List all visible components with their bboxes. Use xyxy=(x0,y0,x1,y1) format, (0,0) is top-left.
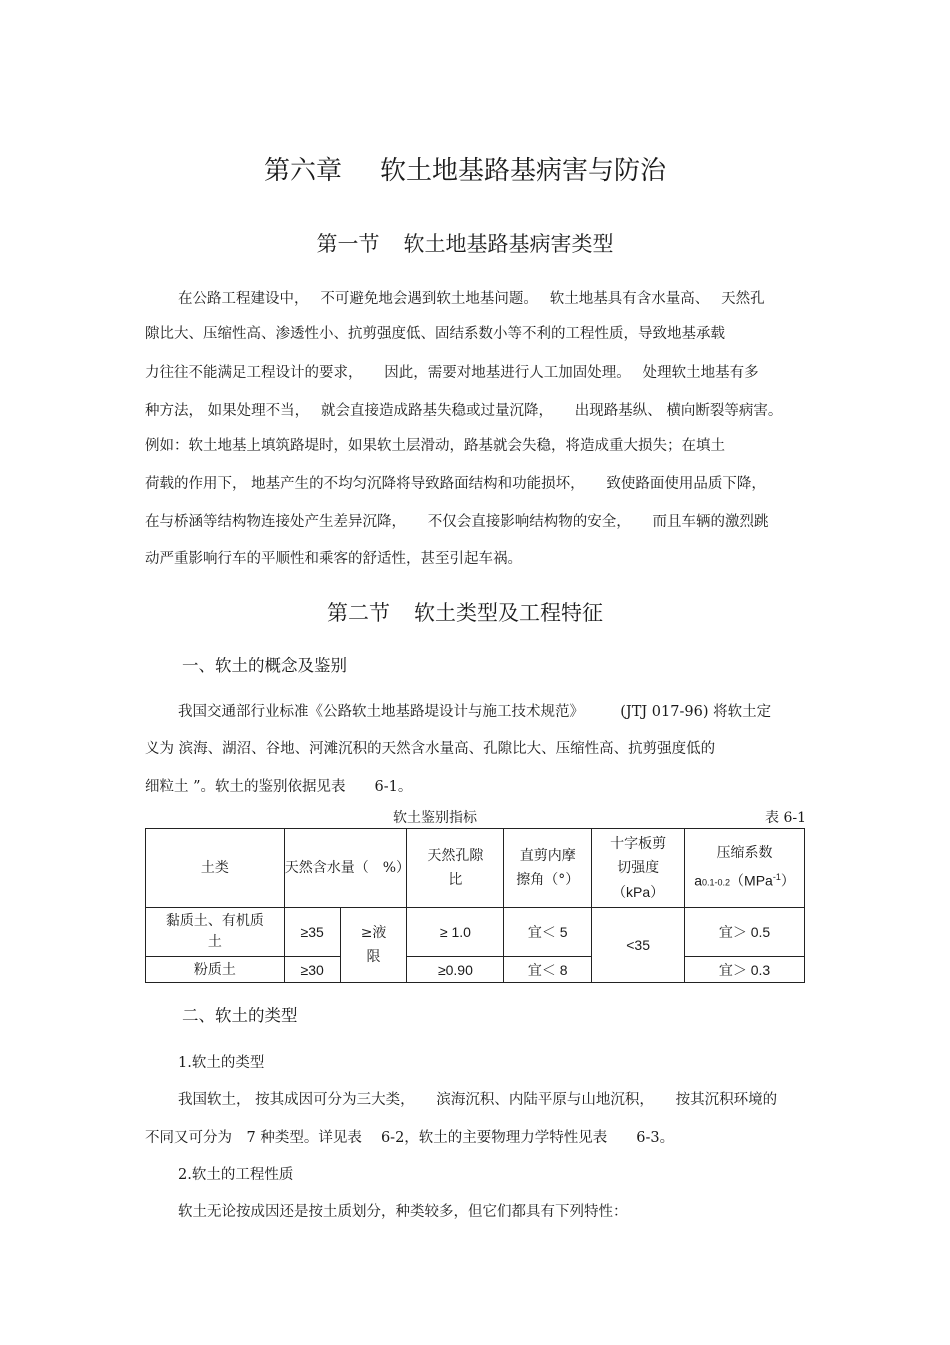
paragraph-line: 在公路工程建设中， 不可避免地会遇到软土地基问题。 软土地基具有含水量高、 天然孔 xyxy=(178,291,765,307)
section-1-number: 第一节 xyxy=(316,232,380,256)
paragraph-line: 隙比大、压缩性高、渗透性小、抗剪强度低、固结系数小等不利的工程性质，导致地基承载 xyxy=(145,326,725,342)
paragraph-line: 我国交通部行业标准《公路软土地基路堤设计与施工技术规范》 (JTJ 017-96) 将软土定 xyxy=(178,704,772,720)
header-friction-angle: 直剪内摩 擦角（°） xyxy=(504,829,592,908)
header-void-ratio: 天然孔隙 比 xyxy=(407,829,504,908)
paragraph-line: 种方法， 如果处理不当， 就会直接造成路基失稳或过量沉降， 出现路基纵、 横向断裂等病害。 xyxy=(145,403,783,419)
cell-water: ≥30 xyxy=(284,957,340,983)
paragraph-line: 我国软土， 按其成因可分为三大类， 滨海沉积、内陆平原与山地沉积， 按其沉积环境的 xyxy=(178,1092,778,1108)
section-1-name: 软土地基路基病害类型 xyxy=(403,232,614,256)
cell-friction: 宜＜ 8 xyxy=(504,957,592,983)
subheading-2: 二、软土的类型 xyxy=(182,1006,298,1025)
header-water-content: 天然含水量（ %） xyxy=(284,829,407,908)
header-soil-type: 土类 xyxy=(146,829,285,908)
cell-soil: 黏质土、有机质 土 xyxy=(146,908,285,957)
paragraph-line: 荷载的作用下， 地基产生的不均匀沉降将导致路面结构和功能损坏， 致使路面使用品质下降， xyxy=(145,476,766,492)
table-label: 表 6-1 xyxy=(765,810,806,826)
item-1-heading: 1.软土的类型 xyxy=(178,1055,265,1071)
header-vane-shear: 十字板剪 切强度 （kPa） xyxy=(592,829,685,908)
cell-compress: 宜＞ 0.5 xyxy=(685,908,805,957)
paragraph-line: 动严重影响行车的平顺性和乘客的舒适性，甚至引起车祸。 xyxy=(145,551,522,567)
table-title: 软土鉴别指标 xyxy=(393,810,477,826)
paragraph-line: 在与桥涵等结构物连接处产生差异沉降， 不仅会直接影响结构物的安全， 而且车辆的激烈跳 xyxy=(145,514,769,530)
cell-water: ≥35 xyxy=(284,908,340,957)
paragraph-line: 不同又可分为 7 种类型。详见表 6-2，软土的主要物理力学特性见表 6-3。 xyxy=(145,1130,675,1146)
chapter-name: 软土地基路基病害与防治 xyxy=(380,156,667,186)
chapter-number: 第六章 xyxy=(263,156,342,186)
section-2-name: 软土类型及工程特征 xyxy=(414,601,603,625)
subheading-1: 一、软土的概念及鉴别 xyxy=(182,656,347,675)
cell-vane: <35 xyxy=(592,908,685,983)
chapter-title xyxy=(0,150,930,187)
paragraph-line: 细粒土 ”。软土的鉴别依据见表 6-1。 xyxy=(145,779,413,795)
section-2-number: 第二节 xyxy=(327,601,390,625)
table-row xyxy=(146,908,805,957)
table-row xyxy=(146,957,805,983)
section-2-heading xyxy=(0,597,930,627)
paragraph-line: 例如：软土地基上填筑路堤时，如果软土层滑动，路基就会失稳，将造成重大损失；在填土 xyxy=(145,438,725,454)
paragraph-4: 软土无论按成因还是按土质划分，种类较多，但它们都具有下列特性： xyxy=(178,1204,628,1220)
header-compression-coefficient: 压缩系数 a0.1-0.2（MPa$^{-1}$） xyxy=(685,829,805,908)
cell-compress: 宜＞ 0.3 xyxy=(685,957,805,983)
table-header-row xyxy=(146,829,805,908)
cell-void: ≥ 1.0 xyxy=(407,908,504,957)
soft-soil-identification-table xyxy=(145,828,805,983)
cell-void: ≥0.90 xyxy=(407,957,504,983)
cell-soil: 粉质土 xyxy=(146,957,285,983)
paragraph-line: 义为 滨海、湖沼、谷地、河滩沉积的天然含水量高、孔隙比大、压缩性高、抗剪强度低的 xyxy=(145,741,716,757)
section-1-heading xyxy=(0,228,930,258)
cell-liquid-limit: ≥液 限 xyxy=(340,908,407,983)
cell-friction: 宜＜ 5 xyxy=(504,908,592,957)
paragraph-line: 力往往不能满足工程设计的要求， 因此，需要对地基进行人工加固处理。 处理软土地基有多 xyxy=(145,365,759,381)
item-2-heading: 2.软土的工程性质 xyxy=(178,1167,294,1183)
